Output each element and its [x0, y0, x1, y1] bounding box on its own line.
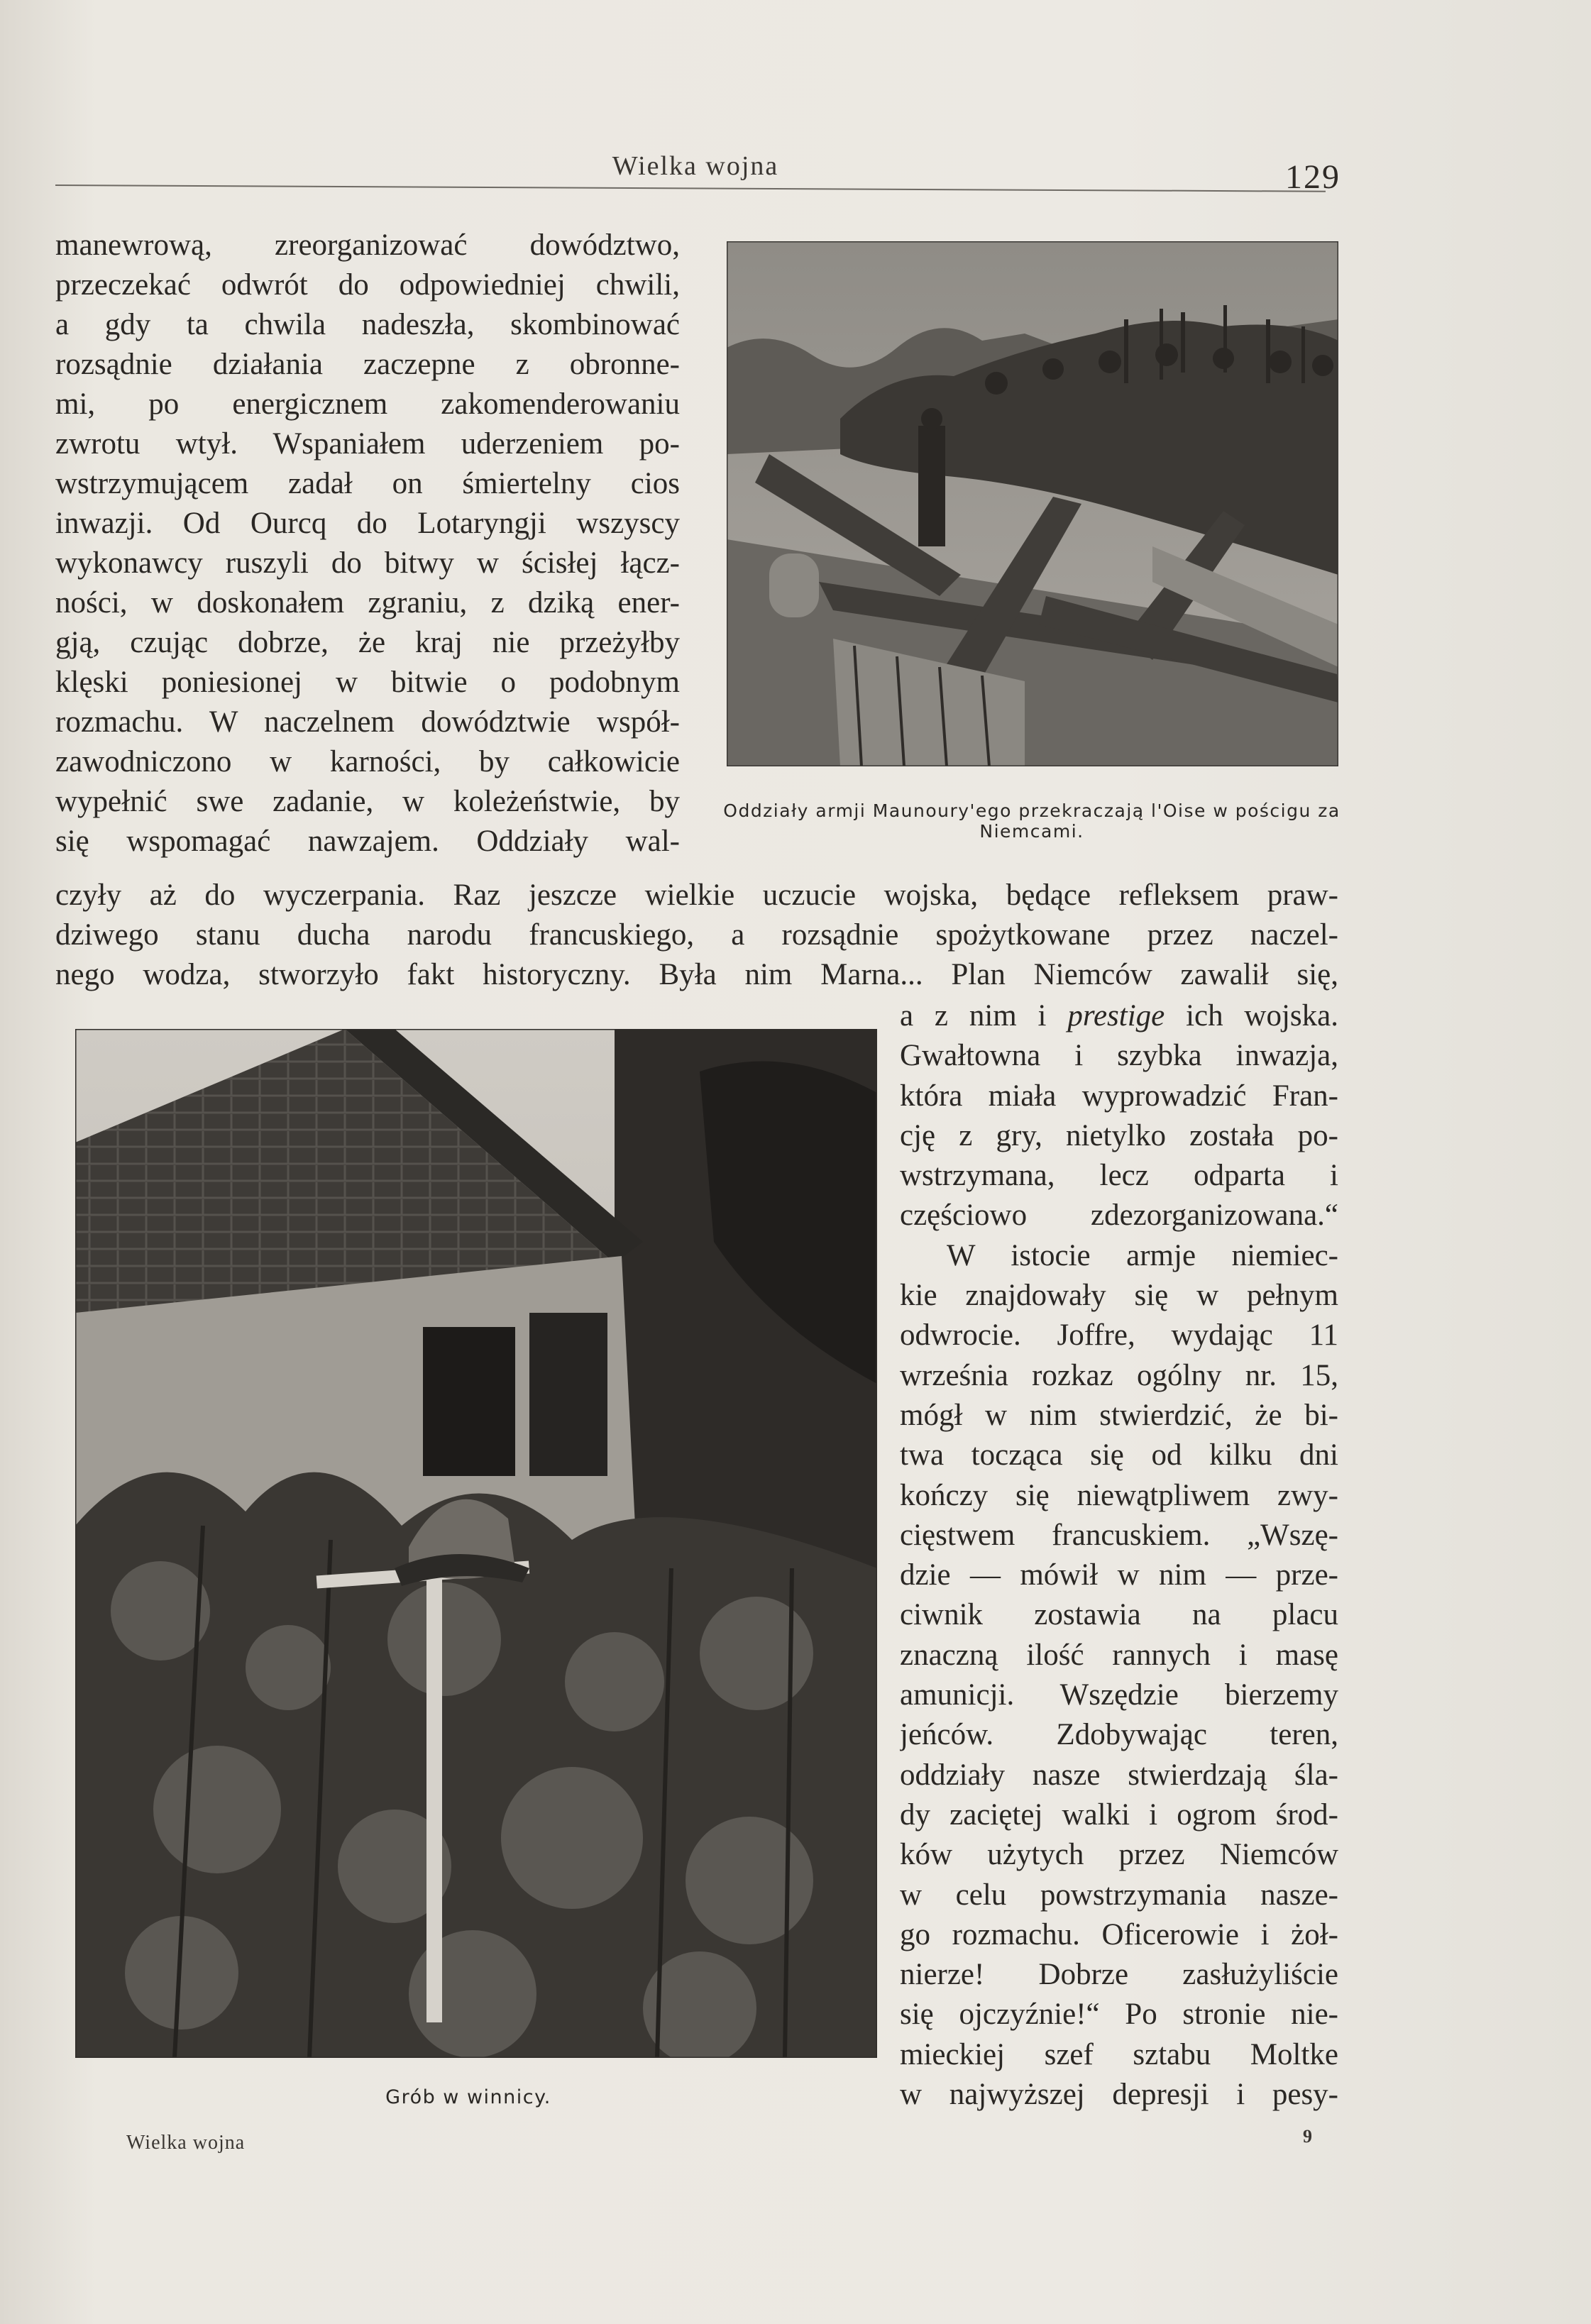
photo-top-caption [712, 800, 1351, 842]
text-line: wstrzymana, lecz odparta i [900, 1159, 1338, 1193]
text-line: nego wodza, stworzyło fakt historyczny. Była nim Marna... Plan Niemców zawalił się, [55, 958, 1338, 991]
italic-word: prestige [1067, 999, 1165, 1032]
photo-soldiers-crossing [727, 241, 1338, 766]
text-line: mógł w nim stwierdzić, że bi- [900, 1398, 1338, 1432]
text-line: częściowo zdezorganizowana.“ [900, 1199, 1338, 1233]
text-line: klęski poniesionej w bitwie o podobnym [55, 666, 680, 699]
text-line: dziwego stanu ducha narodu francuskiego, a rozsądnie spożytkowane przez naczel- [55, 918, 1338, 952]
text-line: manewrową, zreorganizować dowództwo, [55, 228, 680, 262]
footer-sheet-number: 9 [1303, 2126, 1312, 2147]
right-text-column [900, 996, 1338, 2115]
soldiers-crossing-image [727, 241, 1338, 766]
text-line: w celu powstrzymania nasze- [900, 1878, 1338, 1912]
text-line: odwrocie. Joffre, wydając 11 [900, 1318, 1338, 1353]
text-line: zwrotu wtył. Wspaniałem uderzeniem po- [55, 427, 680, 461]
photo-top-caption-line1: Oddziały armji Maunoury'ego przekraczają l'Oise w pościgu za [723, 800, 1340, 821]
text-line: ności, w doskonałem zgraniu, z dziką ener- [55, 586, 680, 619]
text-line: gją, czując dobrze, że kraj nie przeżyłby [55, 626, 680, 659]
text-line: wypełnić swe zadanie, w koleżeństwie, by [55, 785, 680, 818]
text-line: mieckiej szef sztabu Moltke [900, 2037, 1338, 2071]
text-line: nierze! Dobrze zasłużyliście [900, 1958, 1338, 1992]
text-line: cję z gry, nietylko została po- [900, 1118, 1338, 1152]
text-line: inwazji. Od Ourcq do Lotaryngji wszyscy [55, 507, 680, 540]
text-line: W istocie armje niemiec- [947, 1238, 1338, 1272]
text-line: twa tocząca się od kilku dni [900, 1438, 1338, 1472]
text-line: jeńców. Zdobywając teren, [900, 1718, 1338, 1752]
text-line: ciwnik zostawia na placu [900, 1598, 1338, 1632]
grave-vineyard-image [75, 1029, 877, 2058]
text-line: rozsądnie działania zaczepne z obronne- [55, 348, 680, 381]
text-line [900, 996, 1338, 1036]
text-line: kie znajdowały się w pełnym [900, 1279, 1338, 1313]
text-line: się wspomagać nawzajem. Oddziały wal- [55, 825, 680, 858]
text-line: rozmachu. W naczelnem dowództwie współ- [55, 705, 680, 739]
text-line: się ojczyźnie!“ Po stronie nie- [900, 1998, 1338, 2032]
text-line: przeczekać odwrót do odpowiedniej chwili, [55, 268, 680, 302]
text-line: zawodniczono w karności, by całkowicie [55, 745, 680, 778]
text-line: wykonawcy ruszyli do bitwy w ścisłej łącz- [55, 546, 680, 580]
text-line: w najwyższej depresji i pesy- [900, 2078, 1338, 2112]
photo-grave-vineyard [75, 1029, 877, 2058]
text-line: oddziały nasze stwierdzają śla- [900, 1758, 1338, 1792]
photo-top-caption-line2: Niemcami. [979, 821, 1084, 842]
text-line: dzie — mówił w nim — prze- [900, 1558, 1338, 1592]
running-title: Wielka wojna [612, 151, 779, 181]
photo-bottom-caption: Grób w winnicy. [385, 2086, 551, 2108]
full-width-text [55, 876, 1338, 995]
text-line: Gwałtowna i szybka inwazja, [900, 1039, 1338, 1073]
text-line: kończy się niewątpliwem zwy- [900, 1478, 1338, 1512]
text-line: cięstwem francuskiem. „Wszę- [900, 1518, 1338, 1552]
text-fragment: a z nim i [900, 999, 1068, 1032]
text-fragment: ich wojska. [1165, 999, 1338, 1032]
footer-signature: Wielka wojna [126, 2132, 246, 2154]
text-line: amunicji. Wszędzie bierzemy [900, 1678, 1338, 1712]
text-line: znaczną ilość rannych i masę [900, 1638, 1338, 1672]
text-line: wstrzymującem zadał on śmiertelny cios [55, 467, 680, 500]
top-left-text-column [55, 226, 680, 861]
text-line: czyły aż do wyczerpania. Raz jeszcze wielkie uczucie wojska, będące refleksem praw- [55, 879, 1338, 912]
text-line: ków użytych przez Niemców [900, 1838, 1338, 1872]
text-line: go rozmachu. Oficerowie i żoł- [900, 1917, 1338, 1951]
text-line: mi, po energicznem zakomenderowaniu [55, 387, 680, 421]
text-line: która miała wyprowadzić Fran- [900, 1079, 1338, 1113]
text-line: a gdy ta chwila nadeszła, skombinować [55, 308, 680, 341]
text-line: września rozkaz ogólny nr. 15, [900, 1358, 1338, 1392]
page-number: 129 [1285, 158, 1340, 196]
text-line: dy zaciętej walki i ogrom środ- [900, 1797, 1338, 1832]
